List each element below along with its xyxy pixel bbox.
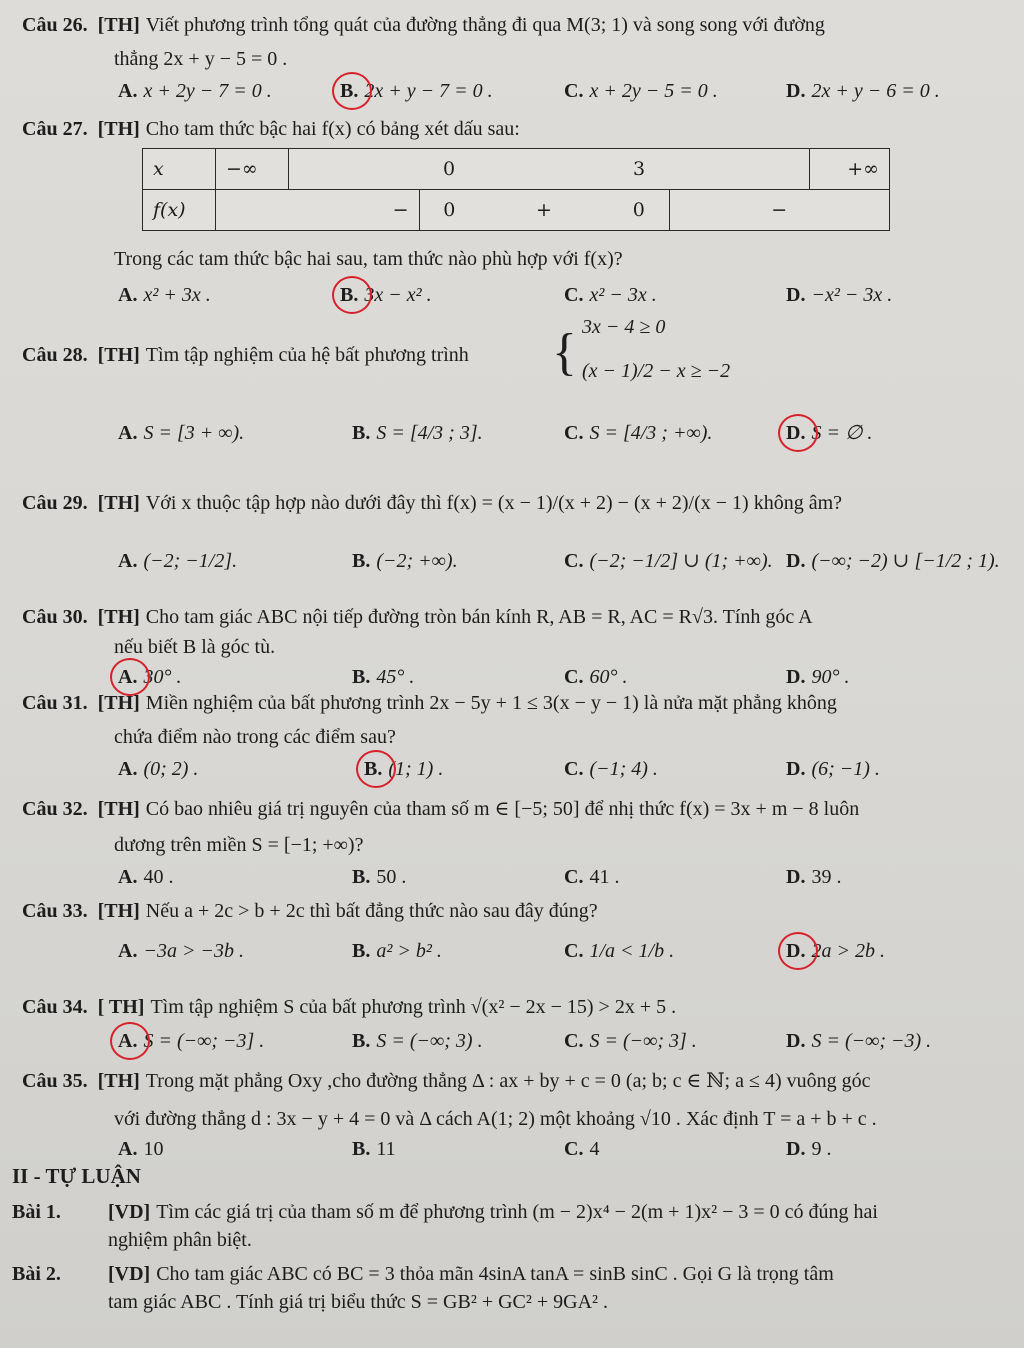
option-b[interactable]: B. S = (−∞; 3) . [352,1030,483,1052]
option-b[interactable]: B. a² > b² . [352,940,442,962]
question-tag: [TH] [97,14,140,36]
option-c[interactable]: C. x + 2y − 5 = 0 . [564,80,718,102]
answer-circle: D. [786,940,806,962]
option-b[interactable]: B. 50 . [352,866,407,888]
option-a[interactable]: A. 30° . [118,666,182,688]
question-32: Câu 32. [TH] Có bao nhiêu giá trị nguyên của tham số m ∈ [−5; 50] để nhị thức f(x) = 3x + m − 8 luôn dương trên miền S = [−1; +∞)? A. 40 . B. 50 . C. 41 . D. 39 . [22,798,860,888]
option-c[interactable]: C. x² − 3x . [564,284,657,306]
option-c[interactable]: C. (−1; 4) . [564,758,658,780]
option-c[interactable]: C. S = (−∞; 3] . [564,1030,697,1052]
answer-circle: A. [118,1030,138,1052]
option-a[interactable]: A. S = [3 + ∞). [118,422,245,444]
question-33: Câu 33. [TH] Nếu a + 2c > b + 2c thì bất đẳng thức nào sau đây đúng? A. −3a > −3b . B. a² > b² . C. 1/a < 1/b . D. 2a > 2b . [22,900,885,962]
option-c[interactable]: C. 4 [564,1138,600,1160]
question-27-body: Trong các tam thức bậc hai sau, tam thức nào phù hợp với f(x)? A. x² + 3x . B. 3x − x² . C. x² − 3x . D. −x² − 3x . [114,248,893,306]
option-c[interactable]: C. 60° . [564,666,628,688]
section-title: II - TỰ LUẬN [12,1164,141,1188]
option-a[interactable]: A. x + 2y − 7 = 0 . [118,80,272,102]
option-d[interactable]: D. (6; −1) . [786,758,880,780]
question-text: Viết phương trình tổng quát của đường thẳng đi qua M(3; 1) và song song với đường [145,14,825,36]
option-b[interactable]: B. 3x − x² . [340,284,432,306]
question-27: Câu 27. [TH] Cho tam thức bậc hai f(x) có bảng xét dấu sau: [22,118,520,140]
answer-circle: D. [786,422,806,444]
option-a[interactable]: A. x² + 3x . [118,284,211,306]
option-b[interactable]: B. S = [4/3 ; 3]. [352,422,483,444]
option-d[interactable]: D. S = (−∞; −3) . [786,1030,932,1052]
question-text-continued: thẳng 2x + y − 5 = 0 . [114,48,288,70]
option-c[interactable]: C. S = [4/3 ; +∞). [564,422,713,444]
option-a[interactable]: A. 10 [118,1138,164,1160]
option-a[interactable]: A. (0; 2) . [118,758,199,780]
essay-1: Bài 1. [VD] Tìm các giá trị của tham số m để phương trình (m − 2)x⁴ − 2(m + 1)x² − 3 = 0 có đúng hai nghiệm phân biệt. [12,1201,878,1251]
question-number: Câu 26. [22,14,88,36]
option-c[interactable]: C. 41 . [564,866,620,888]
option-d[interactable]: D. 90° . [786,666,850,688]
option-b[interactable]: B. (−2; +∞). [352,550,458,572]
question-26 [22,12,1010,108]
answer-circle: B. [340,80,359,102]
option-b[interactable]: B. 11 [352,1138,396,1160]
option-b[interactable]: B. (1; 1) . [364,758,444,780]
option-a[interactable]: A. −3a > −3b . [118,940,244,962]
option-a[interactable]: A. (−2; −1/2]. [118,550,238,572]
option-c[interactable]: C. (−2; −1/2] ∪ (1; +∞). [564,550,773,572]
sign-table-row-x: x −∞ 0 3 +∞ [143,149,890,190]
question-30: Câu 30. [TH] Cho tam giác ABC nội tiếp đường tròn bán kính R, AB = R, AC = R√3. Tính góc A nếu biết B là góc tù. A. 30° . B. 45° . C. 60° . D. 90° . [22,606,850,688]
question-35: Câu 35. [TH] Trong mặt phẳng Oxy ,cho đường thẳng Δ : ax + by + c = 0 (a; b; c ∈ ℕ; a ≤ 4) vuông góc với đường thẳng d : 3x − y + 4 = 0 và Δ cách A(1; 2) một khoảng √10 . Xác định T = a + b + c . A. 10 B. 11 C. 4 D. 9 . [22,1070,877,1160]
question-29: Câu 29. [TH] Với x thuộc tập hợp nào dưới đây thì f(x) = (x − 1)/(x + 2) − (x + 2)/(x − 1) không âm? A. (−2; −1/2]. B. (−2; +∞). C. (−2; −1/2] ∪ (1; +∞). D. (−∞; −2) ∪ [−1/2 ; 1). [22,492,1000,572]
system-line-1: 3x − 4 ≥ 0 [582,316,666,338]
option-d[interactable]: D. −x² − 3x . [786,284,893,306]
question-31: Câu 31. [TH] Miền nghiệm của bất phương trình 2x − 5y + 1 ≤ 3(x − y − 1) là nửa mặt phẳng không chứa điểm nào trong các điểm sau? A. (0; 2) . B. (1; 1) . C. (−1; 4) . D. (6; −1) . [22,692,880,780]
sign-table [142,148,890,231]
option-b[interactable]: B. 45° . [352,666,415,688]
option-a[interactable]: A. S = (−∞; −3] . [118,1030,265,1052]
essay-2: Bài 2. [VD] Cho tam giác ABC có BC = 3 thỏa mãn 4sinA tanA = sinB sinC . Gọi G là trọng tâm tam giác ABC . Tính giá trị biểu thức S = GB² + GC² + 9GA² . [12,1263,834,1313]
option-d[interactable]: D. S = ∅ . [786,422,873,444]
option-d[interactable]: D. 9 . [786,1138,832,1160]
system-brace: { [552,324,577,381]
answer-circle: B. [364,758,383,780]
option-a[interactable]: A. 40 . [118,866,174,888]
system-line-2: (x − 1)/2 − x ≥ −2 [582,360,731,382]
question-34: Câu 34. [ TH] Tìm tập nghiệm S của bất phương trình √(x² − 2x − 15) > 2x + 5 . A. S = (−∞; −3] . B. S = (−∞; 3) . C. S = (−∞; 3] . D. S = (−∞; −3) . [22,996,932,1052]
option-c[interactable]: C. 1/a < 1/b . [564,940,675,962]
question-28: Câu 28. [TH] Tìm tập nghiệm của hệ bất phương trình { 3x − 4 ≥ 0 (x − 1)/2 − x ≥ −2 A. S = [3 + ∞). B. S = [4/3 ; 3]. C. S = [4/3 ; +∞). D. S = ∅ . [22,312,1010,450]
option-d[interactable]: D. 2a > 2b . [786,940,885,962]
option-d[interactable]: D. 39 . [786,866,842,888]
sign-table-row-f: f(x) − 0 + 0 − [143,190,890,231]
answer-circle: A. [118,666,138,688]
option-b[interactable]: B. 2x + y − 7 = 0 . [340,80,493,102]
option-d[interactable]: D. (−∞; −2) ∪ [−1/2 ; 1). [786,550,1000,572]
answer-circle: B. [340,284,359,306]
option-d[interactable]: D. 2x + y − 6 = 0 . [786,80,940,102]
